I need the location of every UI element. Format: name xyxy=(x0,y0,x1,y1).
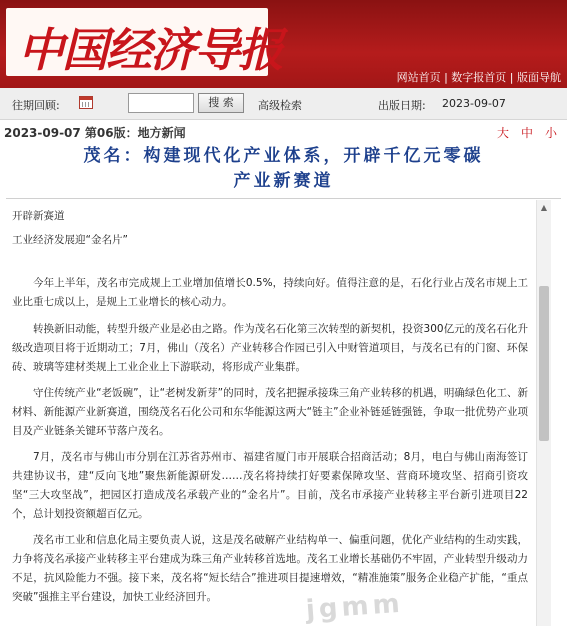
title-divider xyxy=(6,198,561,199)
font-size-switcher xyxy=(485,124,557,141)
font-size-medium[interactable]: 中 xyxy=(520,126,533,140)
nav-separator: | xyxy=(506,71,517,84)
article-subtitle-2: 工业经济发展迎“金名片” xyxy=(12,234,128,246)
content-scrollbar[interactable] xyxy=(536,200,551,626)
scroll-up-arrow-icon[interactable]: ▲ xyxy=(540,203,548,212)
font-size-small[interactable]: 小 xyxy=(544,126,557,140)
past-review-label: 往期回顾: xyxy=(12,99,60,112)
article-subtitle-1: 开辟新赛道 xyxy=(12,210,65,222)
logo-text: 中国经济导报 xyxy=(18,23,282,77)
scrollbar-thumb[interactable] xyxy=(539,286,549,441)
article-body xyxy=(6,200,553,626)
masthead xyxy=(0,0,567,88)
top-navigation xyxy=(397,69,561,85)
search-button[interactable]: 搜 索 xyxy=(198,93,244,113)
paragraph-2: 转换新旧动能，转型升级产业是必由之路。作为茂名石化第三次转型的新契机，投资300亿元的茂名石化升级改造项目将于近期动工；7月，佛山（茂名）产业转移合作园已引入中财管道项目，与茂名已有的门窗、环保砖、玻璃等建材类规上工业企业上下游联动，将形成产业集群。 xyxy=(12,323,528,373)
paragraph-4: 7月，茂名市与佛山市分别在江苏省苏州市、福建省厦门市开展联合招商活动；8月，电白与佛山南海签订共建协议书，建“反向飞地”聚焦新能源研发……茂名将持续打好要素保障攻坚、营商环境攻坚、招商引资攻坚“三大攻坚战”，把园区打造成茂名承载产业的“金名片”。目前，茂名市承接产业转移主平台新引进项目22个，总计划投资额超百亿元。 xyxy=(12,451,528,520)
publish-date: 2023-09-07 xyxy=(442,97,506,110)
article-meta-row xyxy=(0,120,567,142)
newspaper-logo[interactable] xyxy=(6,8,282,77)
paragraph-3: 守住传统产业“老饭碗”，让“老树发新芽”的同时，茂名把握承接珠三角产业转移的机遇，明确绿色化工、新材料、新能源产业新赛道，围绕茂名石化公司和东华能源这两大“链主”企业补链延链强链，争取一批优势产业项目及产业链条关键环节落户茂名。 xyxy=(12,387,528,437)
paragraph-1: 今年上半年，茂名市完成规上工业增加值增长0.5%，持续向好。值得注意的是，石化行业占茂名市规上工业比重七成以上，是规上工业增长的核心动力。 xyxy=(12,277,528,308)
paragraph-5: 茂名市工业和信息化局主要负责人说，这是茂名破解产业结构单一、偏重问题，优化产业结构的生动实践，力争将茂名承接产业转移主平台建成为珠三角产业转移首选地。茂名工业增长基础仍不牢固，产业转型升级动力不足，抗风险能力不强。接下来，茂名将“短长结合”推进项目提速增效，“精准施策”服务企业稳产扩能，“重点突破”强推主平台建设，加快工业经济回升。 xyxy=(12,534,528,603)
issue-info: 2023-09-07 第06版：地方新闻 xyxy=(4,126,186,140)
publish-date-label: 出版日期: xyxy=(378,99,426,112)
nav-home-link[interactable]: 网站首页 xyxy=(396,71,441,84)
calendar-icon[interactable] xyxy=(79,96,93,109)
search-toolbar xyxy=(0,88,567,120)
nav-separator: | xyxy=(440,71,452,84)
advanced-search-link[interactable]: 高级检索 xyxy=(258,99,302,112)
search-input[interactable] xyxy=(128,93,194,113)
nav-digital-edition-link[interactable]: 数字报首页 xyxy=(451,71,507,84)
title-line-2: 产业新赛道 xyxy=(233,171,334,191)
nav-layout-link[interactable]: 版面导航 xyxy=(517,71,561,84)
site-watermark: jgmm xyxy=(305,588,405,626)
font-size-large[interactable]: 大 xyxy=(496,126,509,140)
title-line-1: 茂名：构建现代化产业体系，开辟千亿元零碳 xyxy=(83,146,484,166)
article-title xyxy=(0,144,567,194)
